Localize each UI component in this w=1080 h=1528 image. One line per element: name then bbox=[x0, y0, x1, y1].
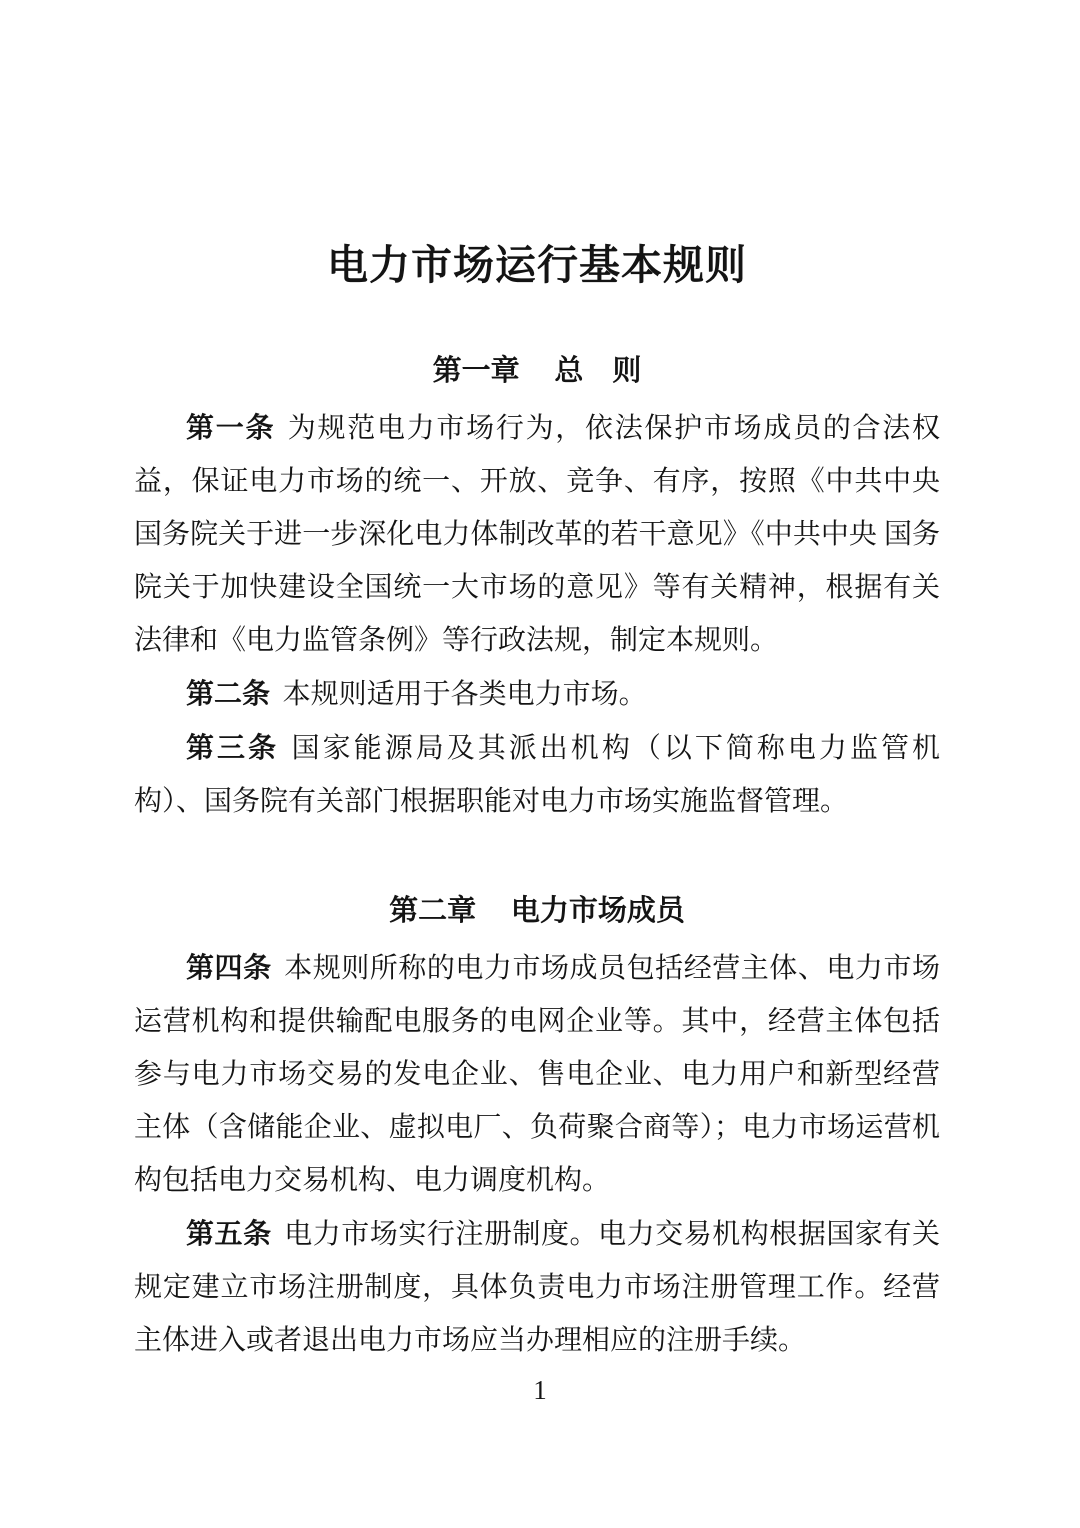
chapter-1-label: 第一章 bbox=[432, 355, 520, 387]
article-3-label: 第三条 bbox=[186, 732, 280, 763]
article-1-text: 为规范电力市场行为，依法保护市场成员的合法权益，保证电力市场的统一、开放、竞争、有序，按照《中共中央 国务院关于进一步深化电力体制改革的若干意见》《中共中央 国务院关于加快建设全国统一大市场的意见》等有关精神，根据有关法律和《电力监管条例》等行政法规，制定本规则。 bbox=[134, 413, 940, 656]
chapter-2-title: 电力市场成员 bbox=[510, 895, 685, 927]
page-number: 1 bbox=[533, 1375, 547, 1405]
chapter-2-heading bbox=[134, 896, 940, 927]
document-title: 电力市场运行基本规则 bbox=[327, 242, 747, 288]
article-3-paragraph bbox=[134, 721, 940, 828]
article-4-paragraph bbox=[134, 941, 940, 1207]
article-1-paragraph bbox=[134, 401, 940, 667]
article-4-label: 第四条 bbox=[186, 952, 272, 983]
article-5-text: 电力市场实行注册制度。电力交易机构根据国家有关规定建立市场注册制度，具体负责电力市场注册管理工作。经营主体进入或者退出电力市场应当办理相应的注册手续。 bbox=[134, 1219, 940, 1356]
article-2-text: 本规则适用于各类电力市场。 bbox=[282, 679, 647, 710]
article-3-text: 国家能源局及其派出机构（以下简称电力监管机构）、国务院有关部门根据职能对电力市场实施监督管理。 bbox=[134, 733, 940, 817]
chapter-1-heading bbox=[134, 356, 940, 387]
chapter-2-label: 第二章 bbox=[389, 895, 477, 927]
chapter-1-title: 总 则 bbox=[554, 355, 642, 387]
article-5-paragraph bbox=[134, 1207, 940, 1367]
article-4-text: 本规则所称的电力市场成员包括经营主体、电力市场运营机构和提供输配电服务的电网企业等。其中，经营主体包括参与电力市场交易的发电企业、售电企业、电力用户和新型经营主体（含储能企业、虚拟电厂、负荷聚合商等）；电力市场运营机构包括电力交易机构、电力调度机构。 bbox=[134, 953, 940, 1196]
article-2-label: 第二条 bbox=[186, 678, 271, 709]
article-1-label: 第一条 bbox=[186, 412, 276, 443]
article-5-label: 第五条 bbox=[186, 1218, 272, 1249]
article-2-paragraph bbox=[134, 667, 940, 721]
